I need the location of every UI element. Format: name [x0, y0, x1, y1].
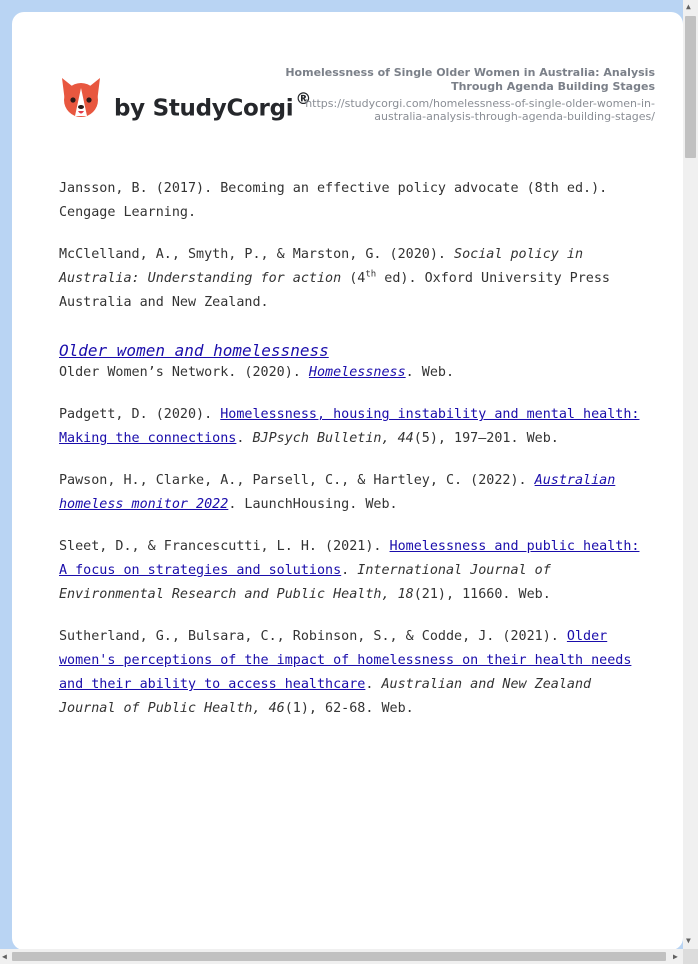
brand-name: [114, 89, 312, 122]
ref-authors: Pawson, H., Clarke, A., Parsell, C., & Hartley, C. (2022).: [59, 473, 535, 488]
reference-jansson: Jansson, B. (2017). Becoming an effective policy advocate (8th ed.). Cengage Learning.: [59, 181, 608, 220]
ref-separator: .: [236, 431, 253, 446]
ref-authors: McClelland, A., Smyth, P., & Marston, G. (2020).: [59, 247, 455, 262]
reference-own: [59, 361, 655, 385]
ref-link[interactable]: Homelessness and public health: A focus on strategies and solutions: [59, 539, 640, 578]
scrollbar-corner: [683, 949, 698, 964]
ref-suffix: . Web.: [405, 365, 455, 380]
ref-link[interactable]: Older women's perceptions of the impact of homelessness on their health needs and their ability to access healthcare: [59, 629, 632, 692]
scroll-right-icon[interactable]: ▶: [673, 952, 678, 961]
reference-list: [59, 177, 655, 739]
vertical-scrollbar[interactable]: [683, 0, 698, 949]
vertical-scroll-thumb[interactable]: [685, 16, 696, 158]
ref-book-title: Social policy in Australia: Understanding for action: [59, 247, 584, 286]
scroll-up-icon[interactable]: ▲: [686, 2, 691, 11]
ref-suffix: (1), 62-68. Web.: [284, 701, 414, 716]
ref-link[interactable]: [309, 365, 406, 380]
ref-authors: Sleet, D., & Francescutti, L. H. (2021).: [59, 539, 390, 554]
scroll-down-icon[interactable]: ▼: [686, 936, 691, 945]
ref-journal: BJPsych Bulletin, 44: [252, 431, 414, 446]
reference-padgett: [59, 403, 655, 451]
ref-link-text: Australian homeless monitor 2022: [59, 473, 616, 512]
ref-journal: Australian and New Zealand Journal of Public Health, 46: [59, 677, 592, 716]
studycorgi-logo[interactable]: [60, 76, 310, 136]
corgi-logo-icon: [60, 76, 102, 120]
reference-sutherland: [59, 625, 655, 721]
ref-edition: (4: [341, 271, 366, 286]
scroll-left-icon[interactable]: ◀: [2, 952, 7, 961]
ref-suffix: . LaunchHousing. Web.: [228, 497, 398, 512]
ref-link[interactable]: Homelessness, housing instability and mental health: Making the connections: [59, 407, 640, 446]
horizontal-scroll-thumb[interactable]: [12, 952, 666, 961]
document-url[interactable]: https://studycorgi.com/homelessness-of-single-older-women-in-australia-analysis-through-agenda-building-stages/: [305, 97, 655, 123]
reference-mcclelland: [59, 243, 655, 315]
ref-publisher: ed). Oxford University Press Australia and New Zealand.: [59, 271, 610, 310]
reference-sleet: [59, 535, 655, 607]
ref-edition-sup: th: [365, 269, 377, 280]
document-page: [12, 12, 683, 950]
horizontal-scrollbar[interactable]: [0, 949, 683, 964]
ref-authors: Padgett, D. (2020).: [59, 407, 221, 422]
ref-separator: .: [341, 563, 358, 578]
document-meta: [285, 66, 655, 123]
reference-pawson: [59, 469, 655, 517]
ref-authors: Older Women’s Network. (2020).: [59, 365, 309, 380]
ref-suffix: (21), 11660. Web.: [413, 587, 551, 602]
ref-separator: .: [365, 677, 382, 692]
ref-suffix: (5), 197–201. Web.: [413, 431, 559, 446]
section-heading-link[interactable]: Older women and homelessness: [59, 341, 329, 360]
document-title: Homelessness of Single Older Women in Australia: Analysis Through Agenda Building Stages: [285, 66, 655, 93]
brand-text: by StudyCorgi: [114, 95, 294, 122]
ref-authors: Sutherland, G., Bulsara, C., Robinson, S., & Codde, J. (2021).: [59, 629, 567, 644]
ref-journal: International Journal of Environmental Research and Public Health, 18: [59, 563, 551, 602]
ref-link-text: Homelessness: [308, 365, 406, 380]
registered-mark: ®: [295, 89, 312, 108]
